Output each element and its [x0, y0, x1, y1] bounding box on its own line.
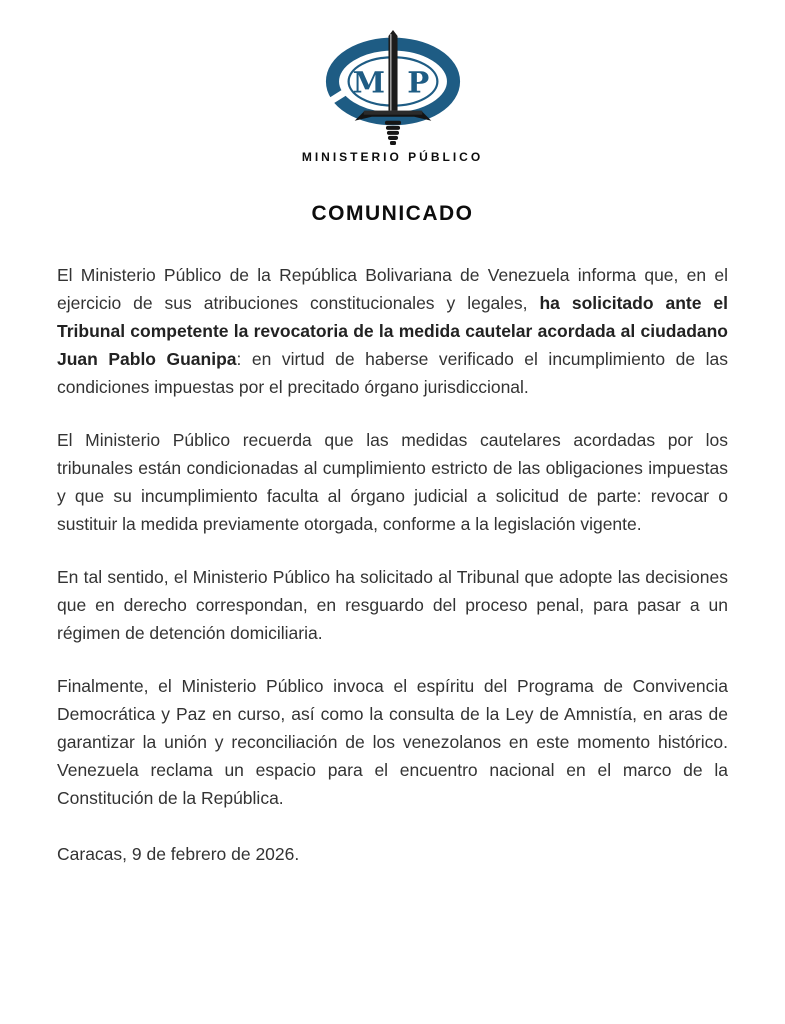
page-title: COMUNICADO: [311, 202, 474, 225]
paragraph-1-text: El Ministerio Público de la República Bolivariana de Venezuela informa que, en el ejercicio de sus atribuciones constitucionales y legales,: [57, 265, 728, 313]
paragraph-4: Finalmente, el Ministerio Público invoca el espíritu del Programa de Convivencia Democrática y Paz en curso, así como la consulta de la Ley de Amnistía, en aras de garantizar la unión y reconciliación de los venezolanos en este momento histórico. Venezuela reclama un espacio para el encuentro nacional en el marco de la Constitución de la República.: [57, 676, 728, 808]
paragraph-1-text-end: : en virtud de haberse verificado el incumplimiento de las condiciones impuestas por el precitado órgano jurisdiccional.: [57, 349, 729, 397]
logo-letter-p: P: [406, 65, 429, 100]
paragraph-3: En tal sentido, el Ministerio Público ha solicitado al Tribunal que adopte las decisiones que en derecho correspondan, en resguardo del proceso penal, para pasar a un régimen de detención domiciliaria.: [57, 567, 728, 643]
dateline: Caracas, 9 de febrero de 2026.: [57, 844, 300, 864]
paragraph-1: [57, 261, 728, 401]
paragraph-1-bold-text: ha solicitado ante el Tribunal competente la revocatoria de la medida cautelar acordada al ciudadano Juan Pablo Guanipa: [57, 293, 728, 369]
paragraph-2: El Ministerio Público recuerda que las medidas cautelares acordadas por los tribunales están condicionadas al cumplimiento estricto de las obligaciones impuestas y que su incumplimiento faculta al órgano judicial a solicitud de parte: revocar o sustituir la medida previamente otorgada, conforme a la legislación vigente.: [57, 430, 728, 534]
org-name: MINISTERIO PÚBLICO: [301, 150, 484, 164]
logo-letter-m: M: [352, 65, 385, 100]
document-body: [0, 261, 785, 868]
document-header: [0, 30, 785, 164]
mp-ministerio-publico-logo: [317, 30, 469, 147]
